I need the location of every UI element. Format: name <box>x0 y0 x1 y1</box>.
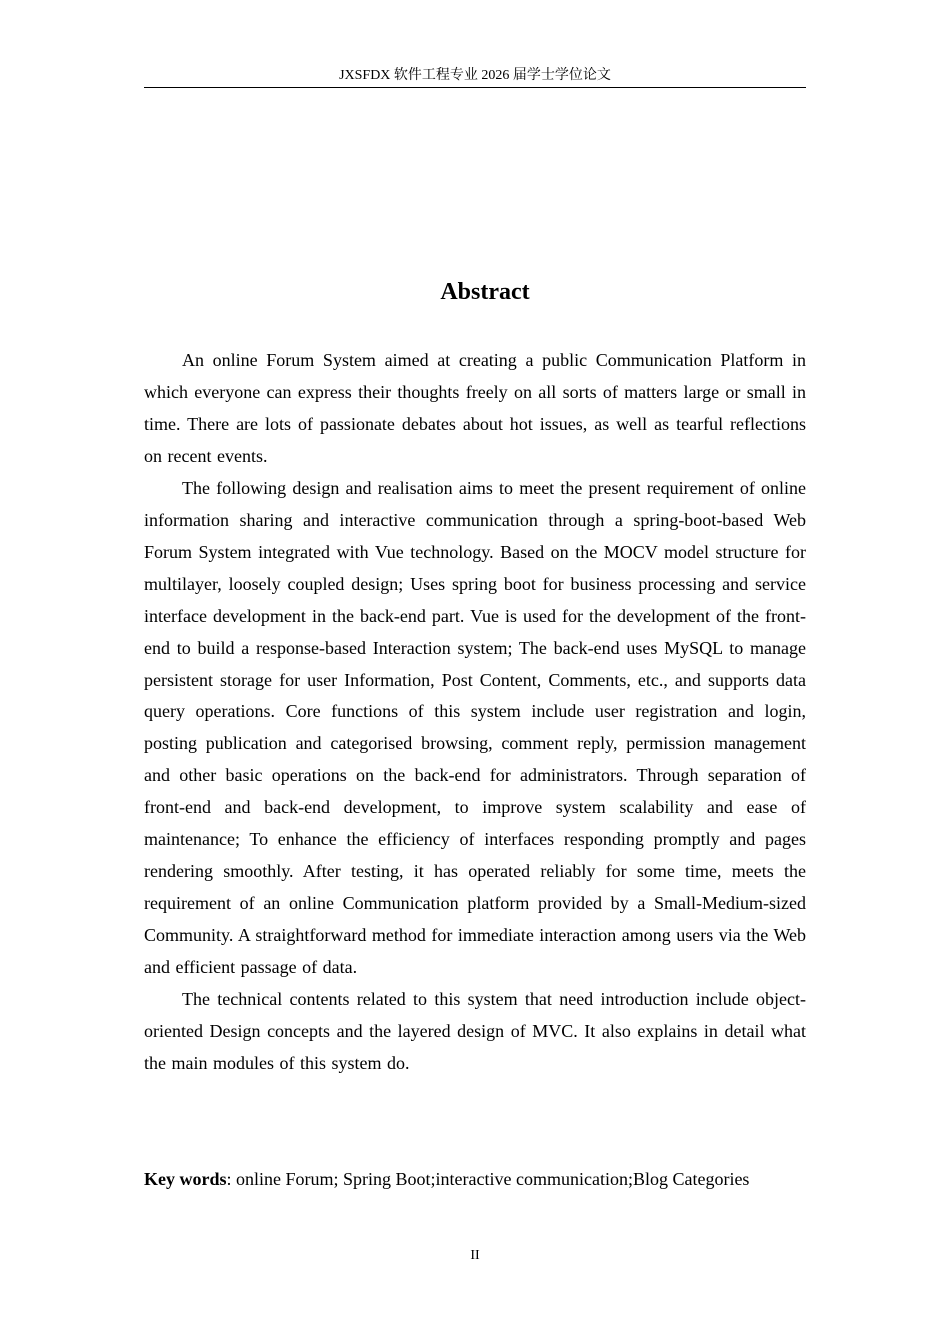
abstract-paragraph-1: An online Forum System aimed at creating a public Communication Platform in which everyone can express their thoughts freely on all sorts of matters large or small in time. There are lots of passionate debates about hot issues, as well as tearful reflections on recent events. <box>144 350 806 466</box>
abstract-body <box>144 345 806 1080</box>
keywords-text: online Forum; Spring Boot;interactive communication;Blog Categories <box>231 1169 750 1189</box>
running-header: JXSFDX 软件工程专业 2026 届学士学位论文 <box>339 68 611 83</box>
keywords <box>144 1167 806 1192</box>
page-number: II <box>470 1248 480 1263</box>
keywords-label: Key words <box>144 1169 227 1189</box>
abstract-paragraph-3: The technical contents related to this system that need introduction include object-oriented Design concepts and the layered design of MVC. It also explains in detail what the main modules of this system do. <box>144 989 806 1073</box>
abstract-title: Abstract <box>440 279 530 305</box>
header-rule <box>144 87 806 88</box>
keywords-separator: : <box>226 1169 232 1189</box>
abstract-paragraph-2: The following design and realisation aims to meet the present requirement of online information sharing and interactive communication through a spring-boot-based Web Forum System integrated with Vue technology. Based on the MOCV model structure for multilayer, loosely coupled design; Uses spring boot for business processing and service interface development in the back-end part. Vue is used for the development of the front-end to build a response-based Interaction system; The back-end uses MySQL to manage persistent storage for user Information, Post Content, Comments, etc., and supports data query operations. Core functions of this system include user registration and login, posting publication and categorised browsing, comment reply, permission management and other basic operations on the back-end for administrators. Through separation of front-end and back-end development, to improve system scalability and ease of maintenance; To enhance the efficiency of interfaces responding promptly and pages rendering smoothly. After testing, it has operated reliably for some time, meets the requirement of an online Communication platform provided by a Small-Medium-sized Community. A straightforward method for immediate interaction among users via the Web and efficient passage of data. <box>144 477 806 978</box>
